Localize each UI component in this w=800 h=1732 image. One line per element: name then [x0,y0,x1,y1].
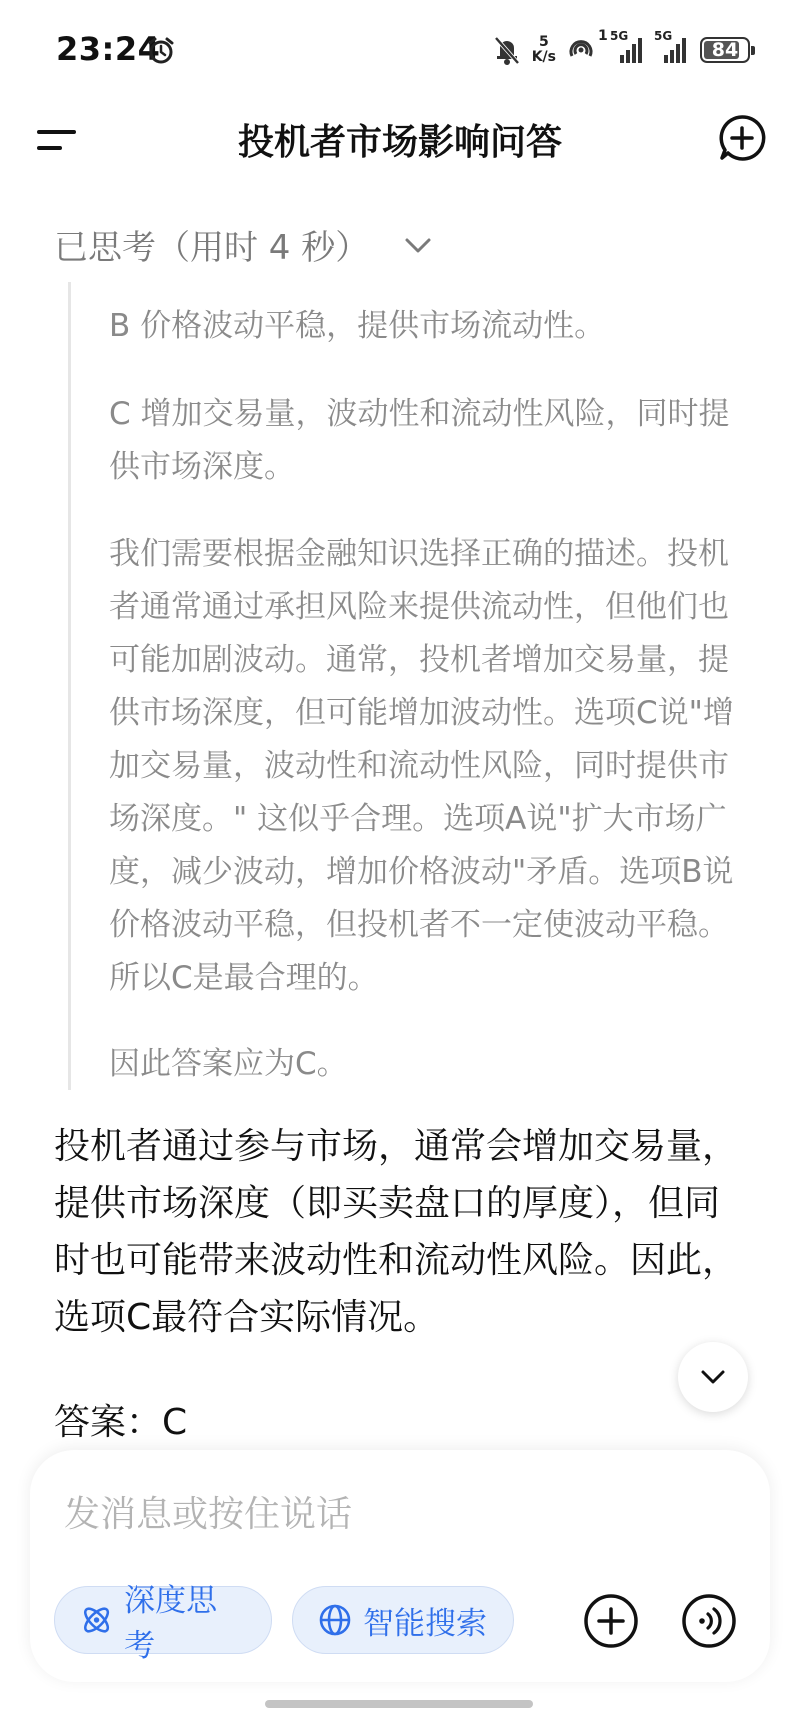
hotspot-icon [566,34,602,66]
voice-call-icon[interactable] [680,1592,738,1650]
status-bar [0,0,800,100]
chevron-down-icon [401,228,435,262]
chevron-down-icon [697,1361,729,1393]
atom-icon [79,1602,114,1638]
sim2-network-type: 5G [654,29,673,43]
add-attachment-icon[interactable] [582,1592,640,1650]
thinking-paragraph: 因此答案应为C。 [109,1046,348,1082]
battery-percent: 84 [711,39,739,61]
home-indicator[interactable] [265,1700,533,1708]
battery-icon [700,37,750,63]
thinking-paragraph: 我们需要根据金融知识选择正确的描述。投机者通常通过承担风险来提供流动性，但他们也可能加剧波动。通常，投机者增加交易量，提供市场深度，但可能增加波动性。选项C说"增加交易量，波动性和流动性风险，同时提供市场深度。" 这似乎合理。选项A说"扩大市场广度，减少波动，增加价格波动"矛盾。选项B说价格波动平稳，但投机者不一定使波动平稳。所以C是最合理的。 [109,536,734,996]
message-input[interactable]: 发消息或按住说话 [64,1494,353,1535]
status-time: 23:24 [56,30,161,68]
sim1-label: 1 [598,28,608,44]
sim1-network-type: 5G [610,29,629,43]
message-composer [30,1450,770,1682]
deep-think-toggle[interactable] [54,1583,272,1664]
deep-think-label: 深度思考 [124,1583,218,1664]
answer-text: 投机者通过参与市场，通常会增加交易量，提供市场深度（即买卖盘口的厚度），但同时也可能带来波动性和流动性风险。因此，选项C最符合实际情况。 [54,1126,739,1338]
network-speed-value: 5 [538,34,549,50]
smart-search-label: 智能搜索 [363,1605,487,1642]
network-speed [532,35,556,65]
app-header [0,100,800,180]
status-icons [492,30,750,70]
network-speed-unit: K/s [531,49,556,65]
thinking-content [68,282,751,1090]
new-chat-icon[interactable] [716,112,768,164]
smart-search-toggle[interactable] [292,1586,514,1654]
mute-bell-icon [492,34,522,66]
scroll-to-bottom-button[interactable] [678,1342,748,1412]
alarm-clock-icon [146,36,176,66]
final-answer: 答案：C [54,1402,188,1443]
thinking-duration-label: 已思考（用时 4 秒） [54,228,370,268]
thinking-paragraph: C 增加交易量，波动性和流动性风险，同时提供市场深度。 [109,396,730,485]
sim1-signal [610,29,646,65]
thinking-toggle[interactable] [54,220,435,269]
hotspot-indicator [566,28,608,66]
page-title: 投机者市场影响问答 [237,122,562,163]
thinking-paragraph: B 价格波动平稳，提供市场流动性。 [109,308,606,344]
globe-icon [317,1602,353,1638]
sim2-signal [654,29,690,65]
